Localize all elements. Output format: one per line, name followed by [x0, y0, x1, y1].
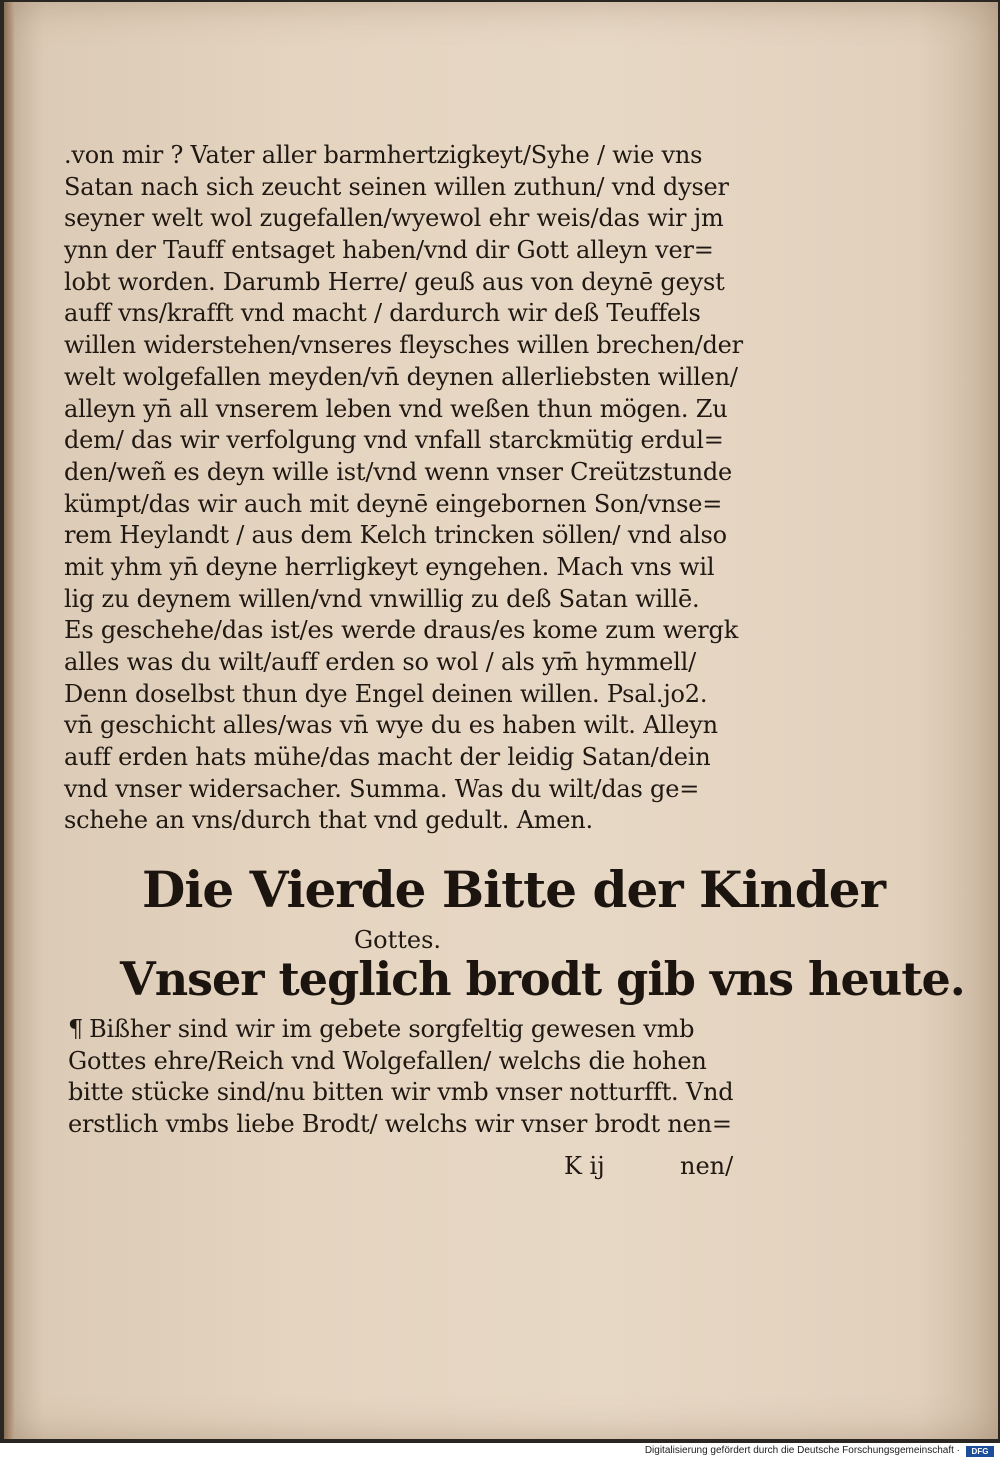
body-line: schehe an vns/durch that vnd gedult. Amen.	[64, 806, 593, 835]
pilcrow-icon: ¶	[68, 1015, 84, 1043]
footer-credit: Digitalisierung gefördert durch die Deutsche Forschungsgemeinschaft ·	[644, 1445, 960, 1456]
body-line: willen widerstehen/vnseres fleysches willen brechen/der	[64, 331, 743, 360]
body-line: lobt worden. Darumb Herre/ geuß aus von deynē geyst	[64, 267, 725, 296]
commentary-line-text: Bißher sind wir im gebete sorgfeltig gewesen vmb	[89, 1015, 695, 1043]
body-line: kümpt/das wir auch mit deynē eingebornen Son/vnse=	[64, 489, 723, 518]
body-line: welt wolgefallen meyden/vn̄ deynen allerliebsten willen/	[64, 362, 738, 391]
body-line: dem/ das wir verfolgung vnd vnfall starckmütig erdul=	[64, 426, 724, 455]
body-line: rem Heylandt / aus dem Kelch trincken söllen/ vnd also	[64, 521, 727, 550]
book-page	[4, 2, 998, 1439]
body-line: alles was du wilt/auff erden so wol / als ym̄ hymmell/	[64, 648, 697, 676]
body-line: Denn doselbst thun dye Engel deinen willen. Psal.jo2.	[64, 679, 708, 708]
body-line: auff erden hats mühe/das macht der leidig Satan/dein	[64, 743, 711, 772]
commentary-text-block	[68, 1014, 784, 1141]
commentary-line: erstlich vmbs liebe Brodt/ welchs wir vnser brodt nen=	[68, 1110, 732, 1139]
body-line: .von mir ? Vater aller barmhertzigkeyt/Syhe / wie vns	[64, 141, 703, 169]
body-line: alleyn yn̄ all vnserem leben vnd weßen thun mögen. Zu	[64, 394, 728, 423]
body-line: Es geschehe/das ist/es werde draus/es kome zum wergk	[64, 616, 739, 645]
signature-mark: K ij	[564, 1152, 605, 1180]
body-line: den/weñ es deyn wille ist/vnd wenn vnser Creützstunde	[64, 457, 732, 486]
section-heading: Die Vierde Bitte der Kinder	[142, 860, 885, 919]
commentary-line: bitte stücke sind/nu bitten wir vmb vnser notturfft. Vnd	[68, 1078, 734, 1107]
dfg-logo-icon: DFG	[966, 1446, 994, 1457]
petition-heading: Vnser teglich brodt gib vns heute.	[120, 952, 965, 1006]
body-line: seyner welt wol zugefallen/wyewol ehr weis/das wir jm	[64, 204, 724, 233]
page-binding-edge	[4, 2, 14, 1439]
commentary-line: Gottes ehre/Reich vnd Wolgefallen/ welchs die hohen	[68, 1046, 707, 1075]
body-line: ynn der Tauff entsaget haben/vnd dir Gott alleyn ver=	[64, 236, 714, 265]
body-line: mit yhm yn̄ deyne herrligkeyt eyngehen. Mach vns wil	[64, 552, 715, 581]
section-heading-sub: Gottes.	[354, 926, 442, 954]
body-line: vn̄ geschicht alles/was vn̄ wye du es haben wilt. Alleyn	[64, 711, 718, 740]
commentary-line	[68, 1014, 784, 1046]
body-line: auff vns/krafft vnd macht / dardurch wir deß Teuffels	[64, 299, 701, 328]
body-line: vnd vnser widersacher. Summa. Was du wilt/das ge=	[64, 774, 700, 803]
catchword: nen/	[680, 1152, 734, 1180]
body-line: Satan nach sich zeucht seinen willen zuthun/ vnd dyser	[64, 172, 729, 201]
body-text-block	[64, 140, 780, 837]
body-line: lig zu deynem willen/vnd vnwillig zu deß Satan willē.	[64, 584, 700, 613]
digitization-footer	[0, 1443, 1000, 1461]
